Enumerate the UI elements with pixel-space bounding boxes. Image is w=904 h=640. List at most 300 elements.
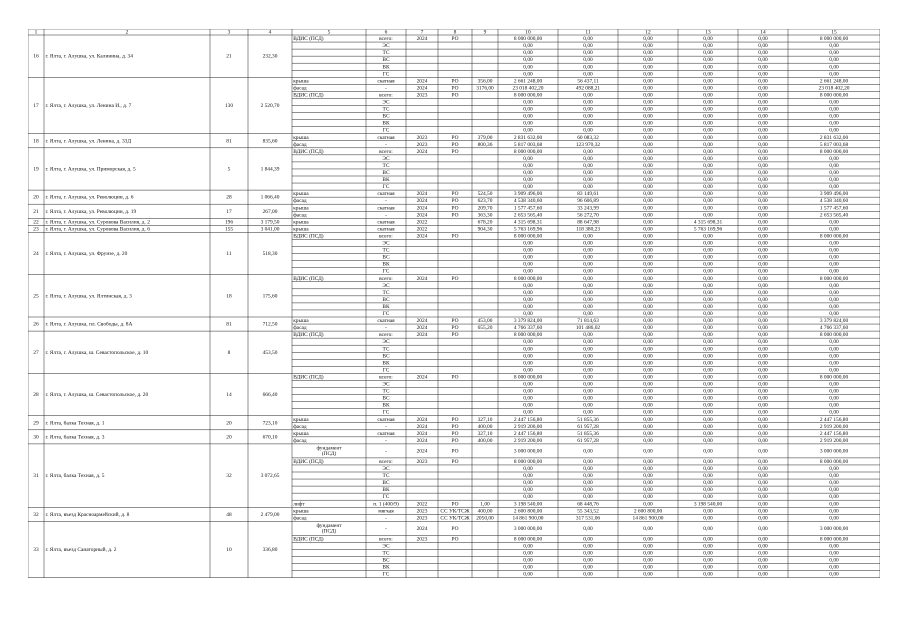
- cell-spec-cost: 61 957,28: [577, 423, 599, 430]
- cell-element: фасад: [293, 423, 307, 430]
- cell-type: мягкая: [378, 508, 394, 515]
- cell-source: РО: [451, 233, 459, 240]
- cell-fund-ro: 8 000 000,00: [819, 332, 849, 339]
- cell-fund-owner: 0,00: [643, 78, 653, 85]
- cell-fund-fkr: 0,00: [703, 353, 713, 360]
- cell-source: РО: [451, 430, 459, 437]
- cell-spec-cost: 0,00: [583, 148, 593, 155]
- cell-fund-budget: 0,00: [758, 501, 768, 508]
- cell-fund-fkr: 0,00: [703, 162, 713, 169]
- cell-fund-ro: 0,00: [829, 296, 839, 303]
- row-number: 22: [33, 219, 39, 226]
- cell-fund-ro: 0,00: [829, 487, 839, 494]
- row-number: 20: [33, 194, 39, 201]
- cell-year: 2024: [416, 525, 428, 532]
- building-area: 1 844,39: [260, 166, 280, 173]
- cell-fund-ro: 0,00: [829, 240, 839, 247]
- cell-spec-cost: 0,00: [583, 536, 593, 543]
- cell-fund-budget: 0,00: [758, 536, 768, 543]
- row-number: 32: [33, 511, 39, 518]
- cell-fund-fkr: 0,00: [703, 374, 713, 381]
- cell-cost: 0,00: [523, 303, 533, 310]
- cell-fund-budget: 0,00: [758, 346, 768, 353]
- cell-spec-cost: 0,00: [583, 155, 593, 162]
- cell-type: скатная: [377, 78, 395, 85]
- address-cell: г. Ялта, балка Техная, д. 5: [45, 473, 105, 480]
- cell-fund-owner: 0,00: [643, 134, 653, 141]
- cell-cost: 0,00: [523, 311, 533, 318]
- cell-fund-budget: 0,00: [758, 268, 768, 275]
- cell-source: РО: [451, 148, 459, 155]
- cell-fund-budget: 0,00: [758, 240, 768, 247]
- cell-spec-cost: 0,00: [583, 360, 593, 367]
- cell-volume: 363,30: [477, 212, 493, 219]
- cell-fund-owner: 0,00: [643, 416, 653, 423]
- cell-fund-budget: 0,00: [758, 127, 768, 134]
- cell-fund-owner: 0,00: [643, 148, 653, 155]
- cell-type: ВК: [382, 120, 390, 127]
- cell-fund-fkr: 0,00: [703, 423, 713, 430]
- cell-cost: 0,00: [523, 50, 533, 57]
- cell-type: ТС: [382, 388, 390, 395]
- cell-year: 2023: [416, 515, 428, 522]
- cell-element: фасад: [293, 325, 307, 332]
- cell-cost: 0,00: [523, 550, 533, 557]
- cell-fund-owner: 0,00: [643, 501, 653, 508]
- cell-fund-fkr: 0,00: [703, 473, 713, 480]
- cell-fund-fkr: 0,00: [703, 564, 713, 571]
- cell-type: ЭС: [382, 466, 390, 473]
- cell-source: РО: [451, 212, 459, 219]
- cell-fund-owner: 0,00: [643, 240, 653, 247]
- cell-cost: 0,00: [523, 113, 533, 120]
- cell-element: крыша: [293, 508, 309, 515]
- cell-fund-budget: 0,00: [758, 487, 768, 494]
- building-area: 518,30: [262, 251, 278, 258]
- cell-fund-owner: 0,00: [643, 353, 653, 360]
- cell-fund-owner: 0,00: [643, 36, 653, 43]
- cell-fund-budget: 0,00: [758, 134, 768, 141]
- cell-fund-fkr: 0,00: [703, 282, 713, 289]
- cell-type: скатная: [377, 430, 395, 437]
- cell-cost: 2 653 565,40: [513, 212, 543, 219]
- cell-cost: 23 018 402,20: [512, 85, 544, 92]
- cell-fund-ro: 0,00: [829, 303, 839, 310]
- cell-fund-ro: 5 817 003,68: [819, 141, 849, 148]
- row-number: 29: [33, 420, 39, 427]
- cell-cost: 0,00: [523, 466, 533, 473]
- cell-fund-budget: 0,00: [758, 353, 768, 360]
- cell-fund-budget: 0,00: [758, 36, 768, 43]
- apartments-count: 10: [226, 547, 232, 554]
- row-number: 27: [33, 349, 39, 356]
- cell-fund-budget: 0,00: [758, 233, 768, 240]
- cell-cost: 0,00: [523, 473, 533, 480]
- cell-spec-cost: 0,00: [583, 240, 593, 247]
- cell-type: ГС: [382, 127, 390, 134]
- cell-cost: 0,00: [523, 494, 533, 501]
- cell-spec-cost: 0,00: [583, 275, 593, 282]
- cell-cost: 0,00: [523, 43, 533, 50]
- cell-fund-ro: 2 919 200,00: [819, 437, 849, 444]
- cell-element: фасад: [293, 515, 307, 522]
- cell-spec-cost: 0,00: [583, 43, 593, 50]
- cell-fund-ro: 0,00: [829, 353, 839, 360]
- cell-type: ВК: [382, 64, 390, 71]
- cell-volume: 400,00: [477, 508, 493, 515]
- cell-cost: 0,00: [523, 487, 533, 494]
- address-cell: г. Ялта, г. Алушка, ш. Севастопольское, д. 20: [45, 392, 149, 399]
- cell-cost: 8 000 000,00: [513, 275, 543, 282]
- cell-fund-budget: 0,00: [758, 162, 768, 169]
- cell-spec-cost: 68 448,76: [577, 501, 599, 508]
- cell-source: РО: [451, 501, 459, 508]
- cell-fund-ro: 2 653 565,40: [819, 212, 849, 219]
- cell-fund-ro: 0,00: [829, 367, 839, 374]
- cell-source: СС УК/ТСЖ: [440, 515, 470, 522]
- cell-fund-owner: 0,00: [643, 261, 653, 268]
- cell-fund-fkr: 0,00: [703, 198, 713, 205]
- cell-element: крыша: [293, 78, 309, 85]
- cell-fund-ro: 0,00: [829, 360, 839, 367]
- cell-volume: 524,50: [477, 191, 493, 198]
- building-area: 723,10: [262, 420, 278, 427]
- cell-fund-owner: 0,00: [643, 113, 653, 120]
- cell-type: скатная: [377, 205, 395, 212]
- cell-spec-cost: 0,00: [583, 268, 593, 275]
- column-number-cell: 7: [420, 29, 424, 36]
- cell-spec-cost: 0,00: [583, 448, 593, 455]
- cell-cost: 2 661 248,00: [513, 78, 543, 85]
- cell-fund-ro: 0,00: [829, 162, 839, 169]
- cell-type: ВК: [382, 564, 390, 571]
- cell-cost: 8 000 000,00: [513, 233, 543, 240]
- cell-fund-owner: 0,00: [643, 275, 653, 282]
- cell-year: 2023: [416, 536, 428, 543]
- cell-fund-budget: 0,00: [758, 473, 768, 480]
- cell-type: всего:: [379, 458, 393, 465]
- apartments-count: 155: [224, 226, 234, 233]
- cell-type: -: [385, 423, 387, 430]
- cell-spec-cost: 0,00: [583, 92, 593, 99]
- cell-fund-fkr: 0,00: [703, 205, 713, 212]
- cell-spec-cost: 0,00: [583, 564, 593, 571]
- cell-spec-cost: 0,00: [583, 184, 593, 191]
- cell-fund-fkr: 0,00: [703, 416, 713, 423]
- cell-cost: 8 000 000,00: [513, 148, 543, 155]
- cell-fund-owner: 0,00: [643, 381, 653, 388]
- cell-cost: 0,00: [523, 395, 533, 402]
- cell-spec-cost: 0,00: [583, 550, 593, 557]
- cell-spec-cost: 0,00: [583, 473, 593, 480]
- cell-fund-ro: 4 538 340,60: [819, 198, 849, 205]
- cell-spec-cost: 0,00: [583, 487, 593, 494]
- cell-spec-cost: 71 814,63: [577, 318, 599, 325]
- cell-fund-budget: 0,00: [758, 155, 768, 162]
- cell-fund-budget: 0,00: [758, 416, 768, 423]
- cell-cost: 0,00: [523, 127, 533, 134]
- cell-cost: 0,00: [523, 268, 533, 275]
- cell-fund-owner: 0,00: [643, 233, 653, 240]
- address-cell: г. Ялта, г. Алушка, ш. Севастопольское, д. 10: [45, 349, 149, 356]
- cell-volume: 1,00: [480, 501, 490, 508]
- cell-type: ВК: [382, 360, 390, 367]
- cell-fund-fkr: 0,00: [703, 494, 713, 501]
- cell-fund-ro: 0,00: [829, 564, 839, 571]
- cell-volume: 904,30: [477, 226, 493, 233]
- column-number-cell: 2: [125, 29, 129, 36]
- cell-type: ВК: [382, 261, 390, 268]
- cell-type: ЭС: [382, 99, 390, 106]
- cell-fund-ro: 0,00: [829, 106, 839, 113]
- cell-fund-owner: 0,00: [643, 92, 653, 99]
- cell-source: РО: [451, 191, 459, 198]
- cell-fund-ro: 0,00: [829, 557, 839, 564]
- cell-year: 2023: [416, 134, 428, 141]
- cell-source: РО: [451, 92, 459, 99]
- cell-spec-cost: 0,00: [583, 388, 593, 395]
- cell-source: РО: [451, 205, 459, 212]
- address-cell: г. Ялта, г. Алушка, ул. Революции, д. 19: [45, 208, 137, 215]
- apartments-count: 14: [226, 392, 232, 399]
- cell-fund-owner: 0,00: [643, 332, 653, 339]
- cell-fund-ro: 0,00: [829, 311, 839, 318]
- cell-fund-budget: 0,00: [758, 543, 768, 550]
- cell-source: РО: [451, 275, 459, 282]
- cell-type: ЭС: [382, 282, 390, 289]
- cell-fund-budget: 0,00: [758, 318, 768, 325]
- cell-fund-owner: 0,00: [643, 282, 653, 289]
- cell-year: 2024: [416, 78, 428, 85]
- cell-source: РО: [451, 448, 459, 455]
- cell-spec-cost: 0,00: [583, 120, 593, 127]
- cell-fund-ro: 2 447 156,80: [819, 416, 849, 423]
- cell-fund-owner: 0,00: [643, 247, 653, 254]
- cell-fund-budget: 0,00: [758, 78, 768, 85]
- cell-fund-ro: 0,00: [829, 409, 839, 416]
- cell-type: ГС: [382, 184, 390, 191]
- cell-spec-cost: 61 957,28: [577, 437, 599, 444]
- cell-element: фасад: [293, 141, 307, 148]
- cell-fund-owner: 0,00: [643, 57, 653, 64]
- cell-spec-cost: 0,00: [583, 71, 593, 78]
- cell-fund-budget: 0,00: [758, 395, 768, 402]
- address-cell: г. Ялта, въезд Красноармейский, д. 8: [45, 511, 130, 518]
- cell-fund-fkr: 0,00: [703, 78, 713, 85]
- cell-fund-ro: 2 447 156,80: [819, 430, 849, 437]
- cell-type: ГС: [382, 311, 390, 318]
- cell-cost: 2 919 200,00: [513, 437, 543, 444]
- cell-fund-budget: 0,00: [758, 339, 768, 346]
- cell-element: ВДИС (ПСД): [293, 36, 324, 43]
- cell-fund-owner: 0,00: [643, 564, 653, 571]
- cell-fund-owner: 0,00: [643, 296, 653, 303]
- cell-fund-owner: 0,00: [643, 430, 653, 437]
- cell-type: всего:: [379, 92, 393, 99]
- cell-fund-fkr: 0,00: [703, 515, 713, 522]
- cell-spec-cost: 0,00: [583, 466, 593, 473]
- cell-fund-ro: 0,00: [829, 339, 839, 346]
- cell-cost: 0,00: [523, 282, 533, 289]
- cell-source: РО: [451, 78, 459, 85]
- cell-fund-ro: 0,00: [829, 184, 839, 191]
- cell-cost: 0,00: [523, 64, 533, 71]
- cell-fund-fkr: 0,00: [703, 332, 713, 339]
- cell-fund-budget: 0,00: [758, 198, 768, 205]
- cell-year: 2024: [416, 325, 428, 332]
- cell-fund-ro: 8 000 000,00: [819, 233, 849, 240]
- cell-source: РО: [451, 332, 459, 339]
- cell-spec-cost: 0,00: [583, 557, 593, 564]
- cell-fund-budget: 0,00: [758, 360, 768, 367]
- cell-spec-cost: 88 647,98: [577, 219, 599, 226]
- cell-fund-fkr: 0,00: [703, 395, 713, 402]
- cell-element: фасад: [293, 198, 307, 205]
- cell-type: -: [385, 85, 387, 92]
- column-number-cell: 10: [525, 29, 531, 36]
- cell-spec-cost: 0,00: [583, 346, 593, 353]
- cell-type: -: [385, 515, 387, 522]
- cell-element: ВДИС (ПСД): [293, 233, 324, 240]
- cell-year: 2024: [416, 198, 428, 205]
- cell-fund-fkr: 0,00: [703, 43, 713, 50]
- cell-fund-owner: 0,00: [643, 254, 653, 261]
- cell-fund-fkr: 0,00: [703, 50, 713, 57]
- cell-source: РО: [451, 134, 459, 141]
- cell-fund-fkr: 0,00: [703, 240, 713, 247]
- cell-fund-ro: 0,00: [829, 219, 839, 226]
- cell-fund-budget: 0,00: [758, 43, 768, 50]
- cell-spec-cost: 0,00: [583, 480, 593, 487]
- cell-volume: 209,70: [477, 205, 493, 212]
- cell-fund-fkr: 0,00: [703, 388, 713, 395]
- cell-spec-cost: 0,00: [583, 571, 593, 578]
- cell-volume: 655,20: [477, 325, 493, 332]
- cell-fund-ro: 2 919 200,00: [819, 423, 849, 430]
- cell-type: ВК: [382, 177, 390, 184]
- cell-element: (ПСД): [321, 451, 337, 458]
- cell-cost: 3 000 000,00: [513, 525, 543, 532]
- cell-volume: 3176,00: [476, 85, 494, 92]
- cell-spec-cost: 0,00: [583, 99, 593, 106]
- cell-cost: 0,00: [523, 388, 533, 395]
- cell-year: 2022: [416, 219, 428, 226]
- cell-year: 2024: [416, 275, 428, 282]
- cell-fund-fkr: 0,00: [703, 571, 713, 578]
- cell-element: ВДИС (ПСД): [293, 332, 324, 339]
- cell-type: ГС: [382, 494, 390, 501]
- cell-fund-ro: 2 831 632,00: [819, 134, 849, 141]
- cell-fund-owner: 0,00: [643, 409, 653, 416]
- cell-fund-owner: 0,00: [643, 64, 653, 71]
- column-number-cell: 12: [645, 29, 651, 36]
- column-number-cell: 13: [705, 29, 711, 36]
- cell-fund-budget: 0,00: [758, 296, 768, 303]
- cell-fund-owner: 0,00: [643, 466, 653, 473]
- building-area: 267,00: [262, 208, 278, 215]
- cell-fund-ro: 0,00: [829, 402, 839, 409]
- cell-volume: 379,00: [477, 134, 493, 141]
- cell-spec-cost: 0,00: [583, 374, 593, 381]
- apartments-count: 5: [227, 166, 231, 173]
- cell-cost: 0,00: [523, 177, 533, 184]
- cell-fund-ro: 0,00: [829, 282, 839, 289]
- cell-spec-cost: 0,00: [583, 261, 593, 268]
- address-cell: г. Ялта, г. Алушка, ул. Фрунзе, д. 20: [45, 251, 128, 258]
- cell-fund-budget: 0,00: [758, 289, 768, 296]
- cell-type: ГС: [382, 409, 390, 416]
- building-area: 336,80: [262, 547, 278, 554]
- cell-fund-budget: 0,00: [758, 247, 768, 254]
- cell-cost: 0,00: [523, 155, 533, 162]
- cell-fund-owner: 0,00: [643, 162, 653, 169]
- cell-spec-cost: 51 855,36: [577, 430, 599, 437]
- cell-fund-ro: 0,00: [829, 113, 839, 120]
- cell-type: ГС: [382, 571, 390, 578]
- cell-type: ТС: [382, 247, 390, 254]
- cell-year: 2024: [416, 430, 428, 437]
- cell-cost: 0,00: [523, 71, 533, 78]
- cell-fund-budget: 0,00: [758, 494, 768, 501]
- cell-type: ВС: [382, 170, 390, 177]
- cell-volume: 327,10: [477, 416, 493, 423]
- cell-type: ВС: [382, 296, 390, 303]
- cell-element: крыша: [293, 430, 309, 437]
- cell-spec-cost: 0,00: [583, 233, 593, 240]
- cell-fund-owner: 0,00: [643, 71, 653, 78]
- cell-fund-ro: 8 000 000,00: [819, 92, 849, 99]
- cell-spec-cost: 0,00: [583, 494, 593, 501]
- address-cell: г. Ялта, г. Алушка, ул. Калинина, д. 34: [45, 53, 133, 60]
- cell-cost: 2 600 800,00: [513, 508, 543, 515]
- cell-year: 2024: [416, 212, 428, 219]
- cell-fund-fkr: 3 198 540,00: [693, 501, 723, 508]
- cell-fund-budget: 0,00: [758, 367, 768, 374]
- cell-fund-owner: 0,00: [643, 557, 653, 564]
- cell-fund-fkr: 0,00: [703, 268, 713, 275]
- cell-fund-fkr: 0,00: [703, 525, 713, 532]
- cell-fund-fkr: 0,00: [703, 508, 713, 515]
- cell-fund-ro: 0,00: [829, 43, 839, 50]
- cell-fund-budget: 0,00: [758, 99, 768, 106]
- cell-fund-ro: 23 018 402,20: [818, 85, 850, 92]
- cell-element: крыша: [293, 205, 309, 212]
- row-number: 16: [33, 53, 39, 60]
- cell-fund-ro: 0,00: [829, 57, 839, 64]
- cell-fund-fkr: 0,00: [703, 141, 713, 148]
- cell-spec-cost: 60 083,32: [577, 134, 599, 141]
- building-area: 2 479,00: [260, 511, 280, 518]
- column-number-cell: 4: [268, 29, 272, 36]
- cell-element: крыша: [293, 226, 309, 233]
- cell-cost: 0,00: [523, 170, 533, 177]
- cell-spec-cost: 0,00: [583, 402, 593, 409]
- cell-type: ТС: [382, 162, 390, 169]
- cell-cost: 3 909 496,00: [513, 191, 543, 198]
- address-cell: г. Ялта, балка Техная, д. 3: [45, 434, 105, 441]
- cell-source: РО: [451, 374, 459, 381]
- cell-volume: 800,36: [477, 141, 493, 148]
- cell-fund-budget: 0,00: [758, 332, 768, 339]
- cell-fund-fkr: 0,00: [703, 247, 713, 254]
- cell-source: РО: [451, 325, 459, 332]
- cell-cost: 0,00: [523, 564, 533, 571]
- cell-year: 2024: [416, 423, 428, 430]
- cell-fund-owner: 0,00: [643, 191, 653, 198]
- cell-fund-ro: 0,00: [829, 71, 839, 78]
- cell-fund-owner: 0,00: [643, 550, 653, 557]
- cell-fund-fkr: 0,00: [703, 466, 713, 473]
